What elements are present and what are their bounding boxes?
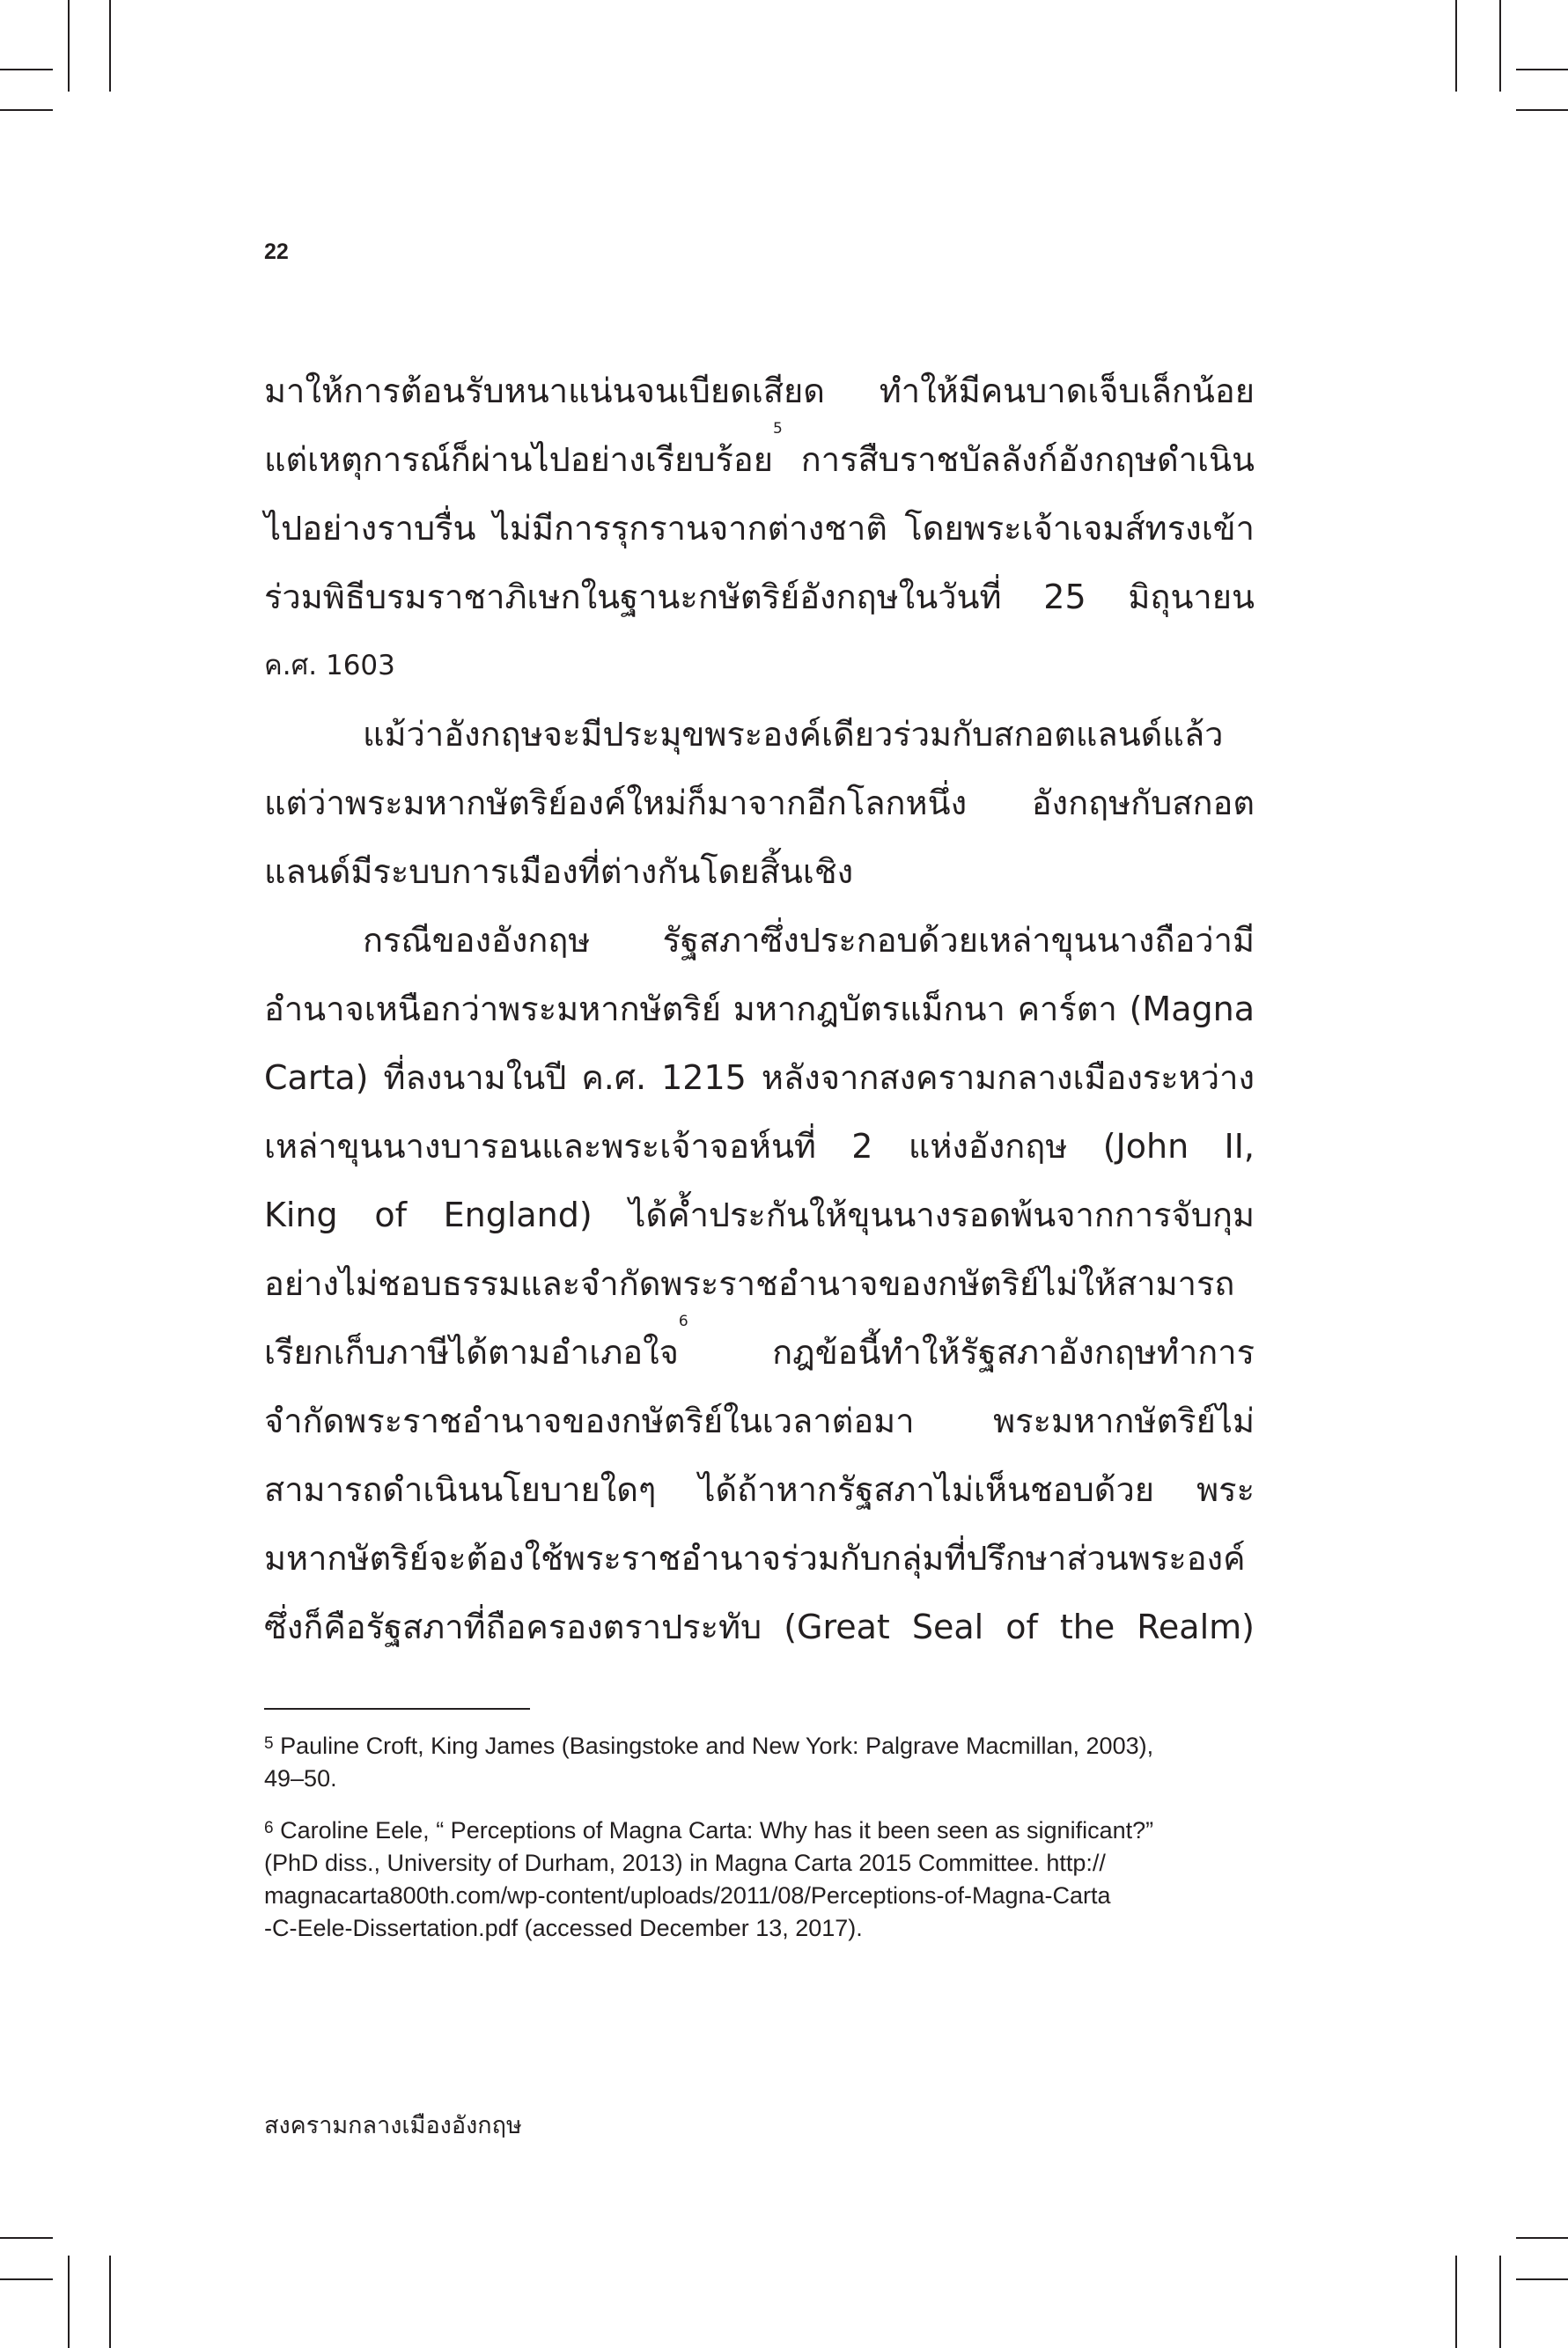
body-line	[264, 1593, 1255, 1661]
footnote-number: 5	[264, 1734, 274, 1753]
crop-mark	[1455, 2256, 1457, 2348]
crop-mark	[68, 0, 70, 92]
body-line-text: สามารถดำเนินนโยบายใดๆ ได้ถ้าหากรัฐสภาไม่เห็นชอบด้วย พระ	[264, 1470, 1255, 1509]
footnote-reference: 5	[772, 420, 783, 438]
body-line	[264, 837, 1255, 906]
crop-mark	[1516, 109, 1568, 111]
footnote-text: -C-Eele-Dissertation.pdf (accessed December 13, 2017).	[264, 1915, 863, 1941]
body-line	[264, 1112, 1255, 1181]
body-line	[264, 1524, 1255, 1593]
footnote-reference: 6	[678, 1313, 688, 1330]
body-line-text: King of England) ได้ค้ำประกันให้ขุนนางรอดพ้นจากการจับกุม	[264, 1196, 1255, 1234]
footnote-line	[264, 1880, 1255, 1912]
footnote-text: 49–50.	[264, 1765, 337, 1792]
body-line	[264, 1313, 1255, 1387]
footnote-text: Caroline Eele, “ Perceptions of Magna Carta: Why has it been seen as significant?”	[280, 1817, 1154, 1844]
body-line-text: กรณีของอังกฤษ รัฐสภาซึ่งประกอบด้วยเหล่าขุนนางถือว่ามี	[363, 921, 1255, 960]
body-line	[264, 631, 1255, 700]
body-line-text: เหล่าขุนนางบารอนและพระเจ้าจอห์นที่ 2 แห่งอังกฤษ (John II,	[264, 1127, 1255, 1166]
body-line-text: แม้ว่าอังกฤษจะมีประมุขพระองค์เดียวร่วมกับสกอตแลนด์แล้ว	[363, 715, 1224, 754]
footnotes	[264, 1730, 1255, 1945]
crop-mark	[68, 2256, 70, 2348]
body-line	[264, 1043, 1255, 1112]
body-line	[264, 1387, 1255, 1455]
body-line	[264, 357, 1255, 425]
body-line-text: อย่างไม่ชอบธรรมและจำกัดพระราชอำนาจของกษัตริย์ไม่ให้สามารถ	[264, 1264, 1235, 1303]
body-line-text: แลนด์มีระบบการเมืองที่ต่างกันโดยสิ้นเชิง	[264, 852, 854, 891]
body-line-text: แต่ว่าพระมหากษัตริย์องค์ใหม่ก็มาจากอีกโลกหนึ่ง อังกฤษกับสกอต	[264, 784, 1255, 822]
body-line-text: ค.ศ. 1603	[264, 650, 395, 681]
footnote-line	[264, 1763, 1255, 1795]
crop-mark	[1499, 0, 1501, 92]
body-line-text: กฎข้อนี้ทำให้รัฐสภาอังกฤษทำการ	[688, 1333, 1255, 1372]
body-line	[264, 1181, 1255, 1249]
crop-mark	[1516, 2237, 1568, 2239]
footnote-divider	[264, 1708, 530, 1710]
footnote-text: Pauline Croft, King James (Basingstoke and New York: Palgrave Macmillan, 2003),	[280, 1733, 1154, 1759]
body-line	[264, 420, 1255, 494]
crop-mark	[0, 69, 53, 70]
crop-mark	[0, 109, 53, 111]
footnote-line	[264, 1814, 1255, 1847]
body-line-text: จำกัดพระราชอำนาจของกษัตริย์ในเวลาต่อมา พระมหากษัตริย์ไม่	[264, 1402, 1255, 1440]
crop-mark	[109, 0, 111, 92]
body-line	[264, 1249, 1255, 1318]
footnote-line	[264, 1912, 1255, 1945]
footnote-text: magnacarta800th.com/wp-content/uploads/2011/08/Perceptions-of-Magna-Carta	[264, 1882, 1111, 1909]
body-line	[264, 563, 1255, 631]
body-line-text: ร่วมพิธีบรมราชาภิเษกในฐานะกษัตริย์อังกฤษในวันที่ 25 มิถุนายน	[264, 578, 1255, 616]
body-line-text: ซึ่งก็คือรัฐสภาที่ถือครองตราประทับ (Great Seal of the Realm)	[264, 1608, 1255, 1646]
crop-mark	[1455, 0, 1457, 92]
running-footer: สงครามกลางเมืองอังกฤษ	[264, 2112, 522, 2139]
body-line-text: การสืบราชบัลลังก์อังกฤษดำเนิน	[782, 440, 1255, 479]
crop-mark	[1499, 2256, 1501, 2348]
body-line-text: Carta) ที่ลงนามในปี ค.ศ. 1215 หลังจากสงครามกลางเมืองระหว่าง	[264, 1058, 1255, 1097]
body-line	[264, 769, 1255, 837]
body-line	[264, 494, 1255, 563]
body-line-text: แต่เหตุการณ์ก็ผ่านไปอย่างเรียบร้อย	[264, 440, 773, 479]
footnote-line	[264, 1847, 1255, 1880]
body-line	[264, 1455, 1255, 1524]
body-line-text: มหากษัตริย์จะต้องใช้พระราชอำนาจร่วมกับกลุ่มที่ปรึกษาส่วนพระองค์	[264, 1539, 1246, 1578]
crop-mark	[109, 2256, 111, 2348]
body-line-text: อำนาจเหนือกว่าพระมหากษัตริย์ มหากฎบัตรแม็กนา คาร์ตา (Magna	[264, 990, 1255, 1028]
crop-mark	[0, 2278, 53, 2280]
crop-mark	[1516, 69, 1568, 70]
crop-mark	[1516, 2278, 1568, 2280]
footnote-line	[264, 1730, 1255, 1763]
footnote-text: (PhD diss., University of Durham, 2013) in Magna Carta 2015 Committee. http://	[264, 1850, 1106, 1876]
body-line	[264, 906, 1255, 975]
body-text	[264, 357, 1255, 1661]
body-line	[264, 700, 1255, 769]
footnote-number: 6	[264, 1819, 274, 1837]
footnote-spacer	[264, 1795, 1255, 1814]
crop-mark	[0, 2237, 53, 2239]
page-number: 22	[264, 239, 289, 264]
body-line-text: ไปอย่างราบรื่น ไม่มีการรุกรานจากต่างชาติ โดยพระเจ้าเจมส์ทรงเข้า	[264, 509, 1255, 548]
body-line-text: เรียกเก็บภาษีได้ตามอำเภอใจ	[264, 1333, 679, 1372]
body-line	[264, 975, 1255, 1043]
body-line-text: มาให้การต้อนรับหนาแน่นจนเบียดเสียด ทำให้มีคนบาดเจ็บเล็กน้อย	[264, 372, 1255, 410]
